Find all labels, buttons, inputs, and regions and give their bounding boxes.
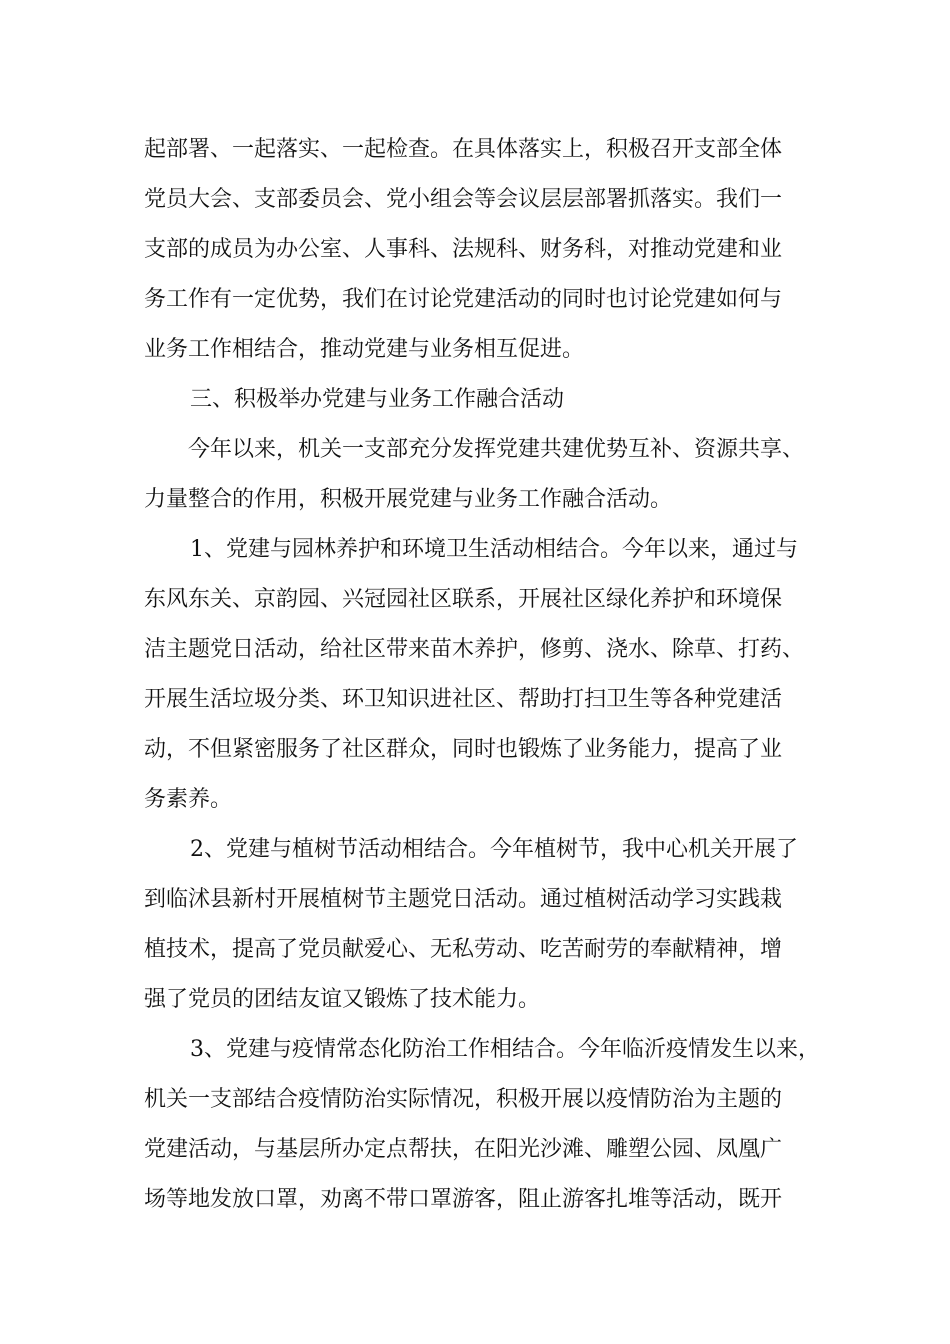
text-line: 开展生活垃圾分类、环卫知识进社区、帮助打扫卫生等各种党建活	[144, 687, 783, 712]
text-line: 到临沭县新村开展植树节主题党日活动。通过植树活动学习实践栽	[144, 887, 783, 912]
text-line: 植技术，提高了党员献爱心、无私劳动、吃苦耐劳的奉献精神，增	[144, 937, 783, 962]
text-line: 洁主题党日活动，给社区带来苗木养护，修剪、浇水、除草、打药、	[144, 637, 805, 662]
text-line: 场等地发放口罩，劝离不带口罩游客，阻止游客扎堆等活动，既开	[144, 1187, 783, 1212]
text-line: 1、党建与园林养护和环境卫生活动相结合。今年以来，通过与	[190, 537, 798, 562]
section-heading: 三、积极举办党建与业务工作融合活动	[190, 387, 565, 412]
text-line: 2、党建与植树节活动相结合。今年植树节，我中心机关开展了	[190, 837, 798, 862]
text-line: 今年以来，机关一支部充分发挥党建共建优势互补、资源共享、	[188, 437, 805, 462]
text-line: 党建活动，与基层所办定点帮扶，在阳光沙滩、雕塑公园、凤凰广	[144, 1137, 783, 1162]
text-line: 动，不但紧密服务了社区群众，同时也锻炼了业务能力，提高了业	[144, 737, 783, 762]
text-line: 3、党建与疫情常态化防治工作相结合。今年临沂疫情发生以来，	[190, 1037, 820, 1062]
text-line: 起部署、一起落实、一起检查。在具体落实上，积极召开支部全体	[144, 137, 783, 162]
text-line: 务工作有一定优势，我们在讨论党建活动的同时也讨论党建如何与	[144, 287, 783, 312]
text-line: 强了党员的团结友谊又锻炼了技术能力。	[144, 987, 541, 1012]
text-line: 业务工作相结合，推动党建与业务相互促进。	[144, 337, 585, 362]
text-line: 东风东关、京韵园、兴冠园社区联系，开展社区绿化养护和环境保	[144, 587, 783, 612]
text-line: 务素养。	[144, 787, 233, 812]
text-line: 力量整合的作用，积极开展党建与业务工作融合活动。	[144, 487, 673, 512]
text-line: 机关一支部结合疫情防治实际情况，积极开展以疫情防治为主题的	[144, 1087, 783, 1112]
text-line: 党员大会、支部委员会、党小组会等会议层层部署抓落实。我们一	[144, 187, 783, 212]
text-line: 支部的成员为办公室、人事科、法规科、财务科，对推动党建和业	[144, 237, 783, 262]
